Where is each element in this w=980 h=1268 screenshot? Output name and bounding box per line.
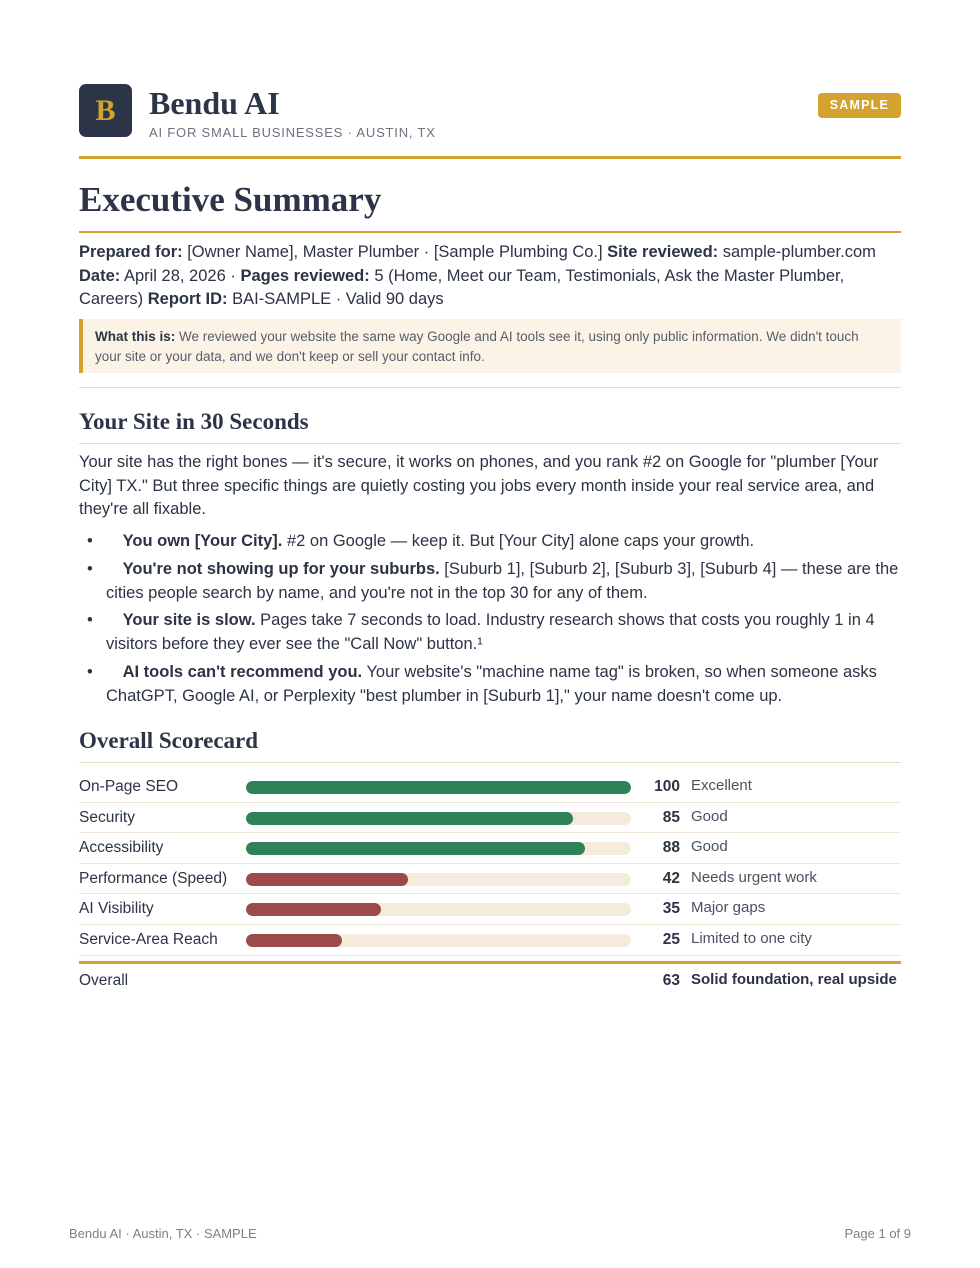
- score-status: [691, 777, 752, 795]
- header-divider: [79, 156, 901, 159]
- disclaimer-callout: [79, 319, 901, 373]
- site-reviewed-label: Site reviewed:: [607, 243, 719, 261]
- list-item: [106, 660, 901, 708]
- score-status: [691, 838, 728, 856]
- overall-status: Solid foundation, real upside: [691, 971, 897, 988]
- section-divider: [79, 387, 901, 388]
- sample-badge: SAMPLE: [818, 93, 901, 118]
- score-status: [691, 869, 817, 887]
- pages-reviewed-value: 5 (Home, Meet our Team, Testimonials, Ask the Master Plumber, Careers): [79, 266, 845, 308]
- finding-text: [Suburb 1], [Suburb 2], [Suburb 3], [Suburb 4] — these are the cities people search by name, and you're not in the top 30 for any of them.: [106, 559, 899, 602]
- score-bar-track: [246, 842, 631, 855]
- prepared-for-label: Prepared for:: [79, 243, 183, 261]
- findings-list: [106, 529, 901, 711]
- brand-tagline: AI FOR SMALL BUSINESSES · AUSTIN, TX: [149, 125, 436, 140]
- finding-headline: You're not showing up for your suburbs.: [122, 559, 440, 578]
- score-bar-fill: [246, 934, 342, 947]
- score-value: 42: [662, 869, 680, 887]
- status-text: Needs urgent work: [691, 868, 817, 886]
- score-status: [691, 899, 765, 917]
- site-summary-divider: [79, 443, 901, 444]
- status-text: Limited to one city: [691, 929, 812, 947]
- status-text: Major gaps: [691, 899, 766, 917]
- brand-name: Bendu AI: [149, 85, 280, 121]
- score-value: 100: [654, 778, 680, 795]
- score-value: 35: [662, 900, 680, 918]
- page-title: Executive Summary: [79, 180, 382, 219]
- score-bar-track: [246, 934, 631, 947]
- score-label: On-Page SEO: [79, 778, 179, 795]
- finding-headline: Your site is slow.: [122, 611, 256, 629]
- scorecard-heading: Overall Scorecard: [79, 728, 259, 753]
- score-status: [691, 930, 812, 948]
- site-reviewed-value: sample-plumber.com: [718, 243, 876, 261]
- table-row: [79, 864, 901, 895]
- score-bar-track: [246, 903, 631, 916]
- status-text: Good: [691, 838, 728, 856]
- footer-left: Bendu AI · Austin, TX · SAMPLE: [69, 1226, 257, 1241]
- score-value: 88: [662, 839, 680, 857]
- scorecard-divider: [79, 762, 901, 763]
- callout-text: We reviewed your website the same way Google and AI tools see it, using only public information. We didn't touch your site or your data, and we don't keep or sell your contact info.: [95, 329, 859, 364]
- callout-label: What this is:: [95, 329, 176, 344]
- title-divider: [79, 231, 901, 233]
- overall-label: Overall: [79, 972, 129, 989]
- status-text: Excellent: [691, 777, 752, 794]
- finding-headline: You own [Your City].: [122, 532, 283, 550]
- report-id-value: BAI-SAMPLE · Valid 90 days: [227, 290, 444, 308]
- finding-text: #2 on Google — keep it. But [Your City] alone caps your growth.: [282, 532, 755, 550]
- date-value: April 28, 2026 ·: [120, 266, 241, 285]
- score-bar-fill: [246, 781, 631, 794]
- scorecard-table: [79, 772, 901, 956]
- score-bar-fill: [246, 812, 573, 825]
- list-item: [106, 608, 901, 656]
- brand-logo: B: [79, 84, 132, 137]
- score-label: Service-Area Reach: [79, 930, 218, 948]
- score-bar-track: [246, 873, 631, 886]
- report-meta: [79, 241, 901, 312]
- score-label: Security: [79, 808, 135, 826]
- score-label: Accessibility: [79, 839, 164, 857]
- score-bar-fill: [246, 842, 585, 855]
- finding-text: Your website's "machine name tag" is broken, so when someone asks ChatGPT, Google AI, or Perplexity "best plumber in [Suburb 1]," your name doesn't come up.: [106, 662, 877, 705]
- score-bar-track: [246, 781, 631, 794]
- list-item: [106, 557, 901, 605]
- finding-headline: AI tools can't recommend you.: [122, 662, 363, 681]
- score-bar-track: [246, 812, 631, 825]
- table-row: [79, 925, 901, 956]
- pages-reviewed-label: Pages reviewed:: [240, 266, 370, 285]
- score-value: 25: [662, 930, 680, 948]
- date-label: Date:: [79, 266, 121, 285]
- score-value: 85: [662, 808, 680, 826]
- table-row: [79, 894, 901, 925]
- report-header: [79, 84, 901, 157]
- overall-score: 63: [662, 972, 680, 989]
- page-number: Page 1 of 9: [844, 1226, 911, 1241]
- score-label: AI Visibility: [79, 900, 154, 918]
- prepared-for-value: [Owner Name], Master Plumber · [Sample Plumbing Co.]: [182, 243, 608, 261]
- site-summary-intro: Your site has the right bones — it's secure, it works on phones, and you rank #2 on Google for "plumber [Your City] TX." But three specific things are quietly costing you jobs every month inside your real service area, and they're all fixable.: [79, 453, 879, 519]
- score-label: Performance (Speed): [79, 869, 228, 887]
- overall-row: [79, 964, 901, 996]
- report-id-label: Report ID:: [147, 290, 228, 308]
- status-text: Good: [691, 807, 728, 825]
- list-item: [106, 529, 901, 553]
- site-summary-heading: Your Site in 30 Seconds: [79, 409, 309, 434]
- table-row: [79, 803, 901, 834]
- finding-text: Pages take 7 seconds to load. Industry research shows that costs you roughly 1 in 4 visitors before they ever see the "Call Now" button.¹: [106, 611, 875, 653]
- score-status: [691, 808, 728, 826]
- score-bar-fill: [246, 873, 408, 886]
- table-row: [79, 772, 901, 803]
- score-bar-fill: [246, 903, 381, 916]
- table-row: [79, 833, 901, 864]
